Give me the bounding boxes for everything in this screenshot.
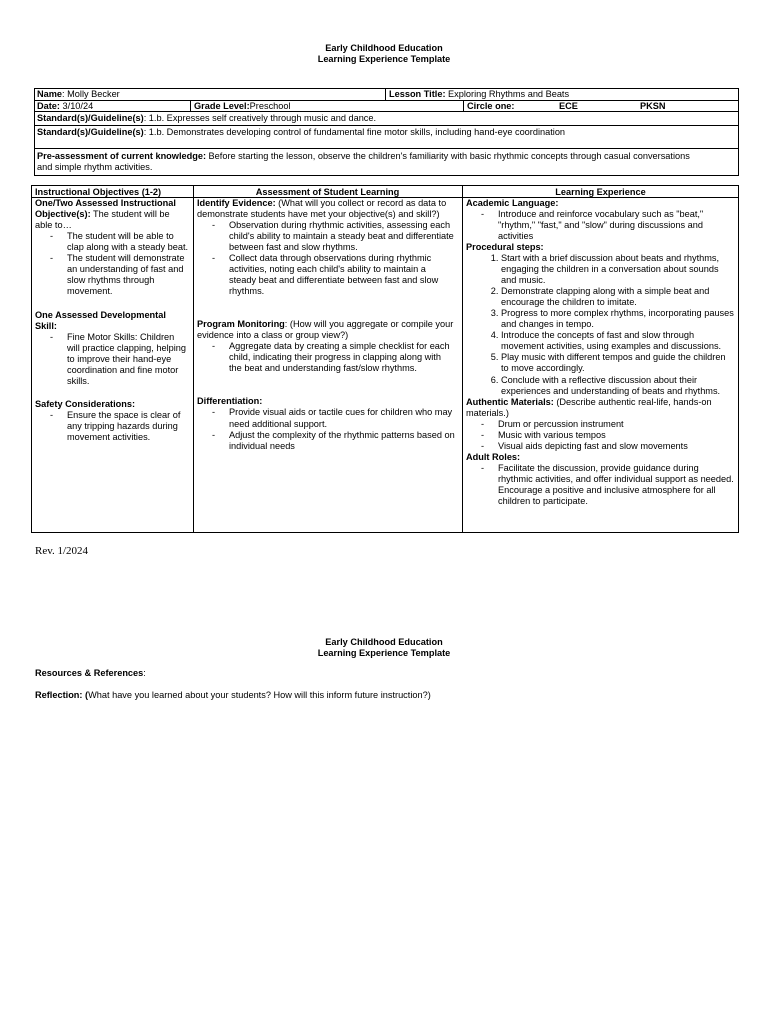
safety-heading: Safety Considerations: xyxy=(35,398,136,409)
reflection xyxy=(35,690,431,701)
resources-references: Resources & References: xyxy=(35,668,146,678)
name-field: Name: Molly Becker xyxy=(37,89,120,99)
procedural-step: 3. Progress to more complex rhythms, incorporating pauses and changes in tempo. xyxy=(501,308,734,330)
col-header-assessment: Assessment of Student Learning xyxy=(255,187,400,197)
page2-header-line2: Learning Experience Template xyxy=(317,648,451,658)
standard-1-value: : 1.b. Expresses self creatively through music and dance. xyxy=(143,113,377,123)
standard-1-label: Standard(s)/Guideline(s) xyxy=(37,113,144,123)
differentiation-section xyxy=(197,396,455,451)
assessment-column xyxy=(194,197,458,453)
pre-assessment xyxy=(34,150,737,174)
objective-item: - The student will demonstrate an understanding of fast and slow rhythms through movement. xyxy=(67,253,189,297)
standard-2-value: : 1.b. Demonstrates developing control of fundamental fine motor skills, including hand-eye coordination xyxy=(143,127,566,137)
academic-language-section xyxy=(466,198,734,242)
evidence-item: - Observation during rhythmic activities, assessing each child's ability to maintain a steady beat and differentiate between fast and slow rhythms. xyxy=(229,220,455,253)
circle-option-pksn[interactable]: PKSN xyxy=(640,101,666,111)
authentic-materials-intro: (Describe authentic real-life, hands-on materials.) xyxy=(466,396,712,418)
lesson-title-value: Exploring Rhythms and Beats xyxy=(445,89,570,99)
reflection-label: Reflection: ( xyxy=(35,690,89,700)
authentic-materials-heading: Authentic Materials: xyxy=(466,396,554,407)
pre-assessment-label: Pre-assessment of current knowledge: xyxy=(37,151,206,161)
grade-level-label: Grade Level: xyxy=(194,101,250,111)
objectives-section xyxy=(35,198,189,297)
safety-section xyxy=(35,399,189,443)
procedural-step: 1. Start with a brief discussion about beats and rhythms, engaging the children in a conversation about sounds and music. xyxy=(501,253,734,286)
page-header-line1: Early Childhood Education xyxy=(325,43,443,53)
standard-2-label: Standard(s)/Guideline(s) xyxy=(37,127,144,137)
resources-label: Resources & References xyxy=(35,668,144,678)
circle-one-label: Circle one: xyxy=(467,101,515,111)
objectives-heading: One/Two Assessed Instructional Objective(s): xyxy=(35,198,176,220)
page-header-line2: Learning Experience Template xyxy=(317,54,451,64)
monitoring-item: - Aggregate data by creating a simple checklist for each child, indicating their progress in clapping along with the beat and understanding fast/slow rhythms. xyxy=(229,341,455,374)
differentiation-item: - Adjust the complexity of the rhythmic patterns based on individual needs xyxy=(229,430,455,452)
procedural-step: 6. Conclude with a reflective discussion about their experiences and understanding of beats and rhythms. xyxy=(501,375,734,397)
developmental-skill-item: - Fine Motor Skills: Children will practice clapping, helping to improve their hand-eye coordination and fine motor skills. xyxy=(67,332,189,387)
procedural-step: 4. Introduce the concepts of fast and slow through movement activities, using examples and discussions. xyxy=(501,330,734,352)
learning-experience-column xyxy=(463,197,737,508)
evidence-section xyxy=(197,198,455,297)
grade-level-value: Preschool xyxy=(249,101,291,111)
date-label: Date: xyxy=(37,101,60,111)
safety-item: - Ensure the space is clear of any tripping hazards during movement activities. xyxy=(67,410,189,443)
objective-item: - The student will be able to clap along with a steady beat. xyxy=(67,231,189,253)
col-header-learning-experience: Learning Experience xyxy=(555,187,646,197)
date-value: 3/10/24 xyxy=(59,101,94,111)
evidence-heading: Identify Evidence: xyxy=(197,198,276,208)
col-header-objectives: Instructional Objectives (1-2) xyxy=(35,187,162,197)
pre-assessment-value-cont: and simple rhythm activities. xyxy=(37,162,153,173)
monitoring-section xyxy=(197,319,455,374)
pre-assessment-value: Before starting the lesson, observe the children's familiarity with basic rhythmic concepts through casual conversations xyxy=(206,151,690,161)
adult-roles-heading: Adult Roles: xyxy=(466,451,521,462)
monitoring-intro: : (How will you aggregate or compile your evidence into a class or group view?) xyxy=(197,319,454,341)
lesson-title-label: Lesson Title: xyxy=(389,89,446,99)
authentic-materials-section xyxy=(466,397,734,452)
material-item: - Music with various tempos xyxy=(498,430,734,441)
academic-language-item: - Introduce and reinforce vocabulary such as "beat," "rhythm," "fast," and "slow" during discussions and activities xyxy=(498,209,734,242)
material-item: - Visual aids depicting fast and slow movements xyxy=(498,441,734,452)
circle-option-ece[interactable]: ECE xyxy=(559,101,578,111)
developmental-skill-heading: One Assessed Developmental Skill: xyxy=(35,310,166,332)
evidence-item: - Collect data through observations during rhythmic activities, noting each child's ability to maintain a steady beat and differentiate between fast and slow rhythms. xyxy=(229,253,455,297)
procedural-step: 2. Demonstrate clapping along with a simple beat and encourage the children to imitate. xyxy=(501,286,734,308)
developmental-skill-section xyxy=(35,310,189,387)
procedural-steps-heading: Procedural steps: xyxy=(466,242,544,253)
name-label: Name xyxy=(37,89,63,99)
procedural-steps-section xyxy=(466,242,734,396)
page2-header-line1: Early Childhood Education xyxy=(325,637,443,647)
material-item: - Drum or percussion instrument xyxy=(498,419,734,430)
differentiation-heading: Differentiation: xyxy=(197,396,263,407)
differentiation-item: - Provide visual aids or tactile cues for children who may need additional support. xyxy=(229,407,455,429)
reflection-prompt: What have you learned about your students? How will this inform future instruction?) xyxy=(88,690,431,700)
objectives-column xyxy=(32,197,192,444)
evidence-intro: (What will you collect or record as data to demonstrate students have met your objective(s) and skill?) xyxy=(197,198,447,220)
adult-role-item: - Facilitate the discussion, provide guidance during rhythmic activities, and offer individual support as needed. Encourage a positive and inclusive atmosphere for all children to participate. xyxy=(498,463,734,507)
standard-2 xyxy=(34,126,734,139)
revision-note: Rev. 1/2024 xyxy=(35,545,89,557)
name-value: Molly Becker xyxy=(64,89,120,99)
objectives-intro: The student will be able to… xyxy=(35,209,170,231)
standard-1 xyxy=(34,112,734,125)
academic-language-heading: Academic Language: xyxy=(466,198,559,208)
procedural-step: 5. Play music with different tempos and guide the children to move accordingly. xyxy=(501,352,734,374)
adult-roles-section xyxy=(466,452,734,507)
monitoring-heading: Program Monitoring xyxy=(197,319,285,330)
